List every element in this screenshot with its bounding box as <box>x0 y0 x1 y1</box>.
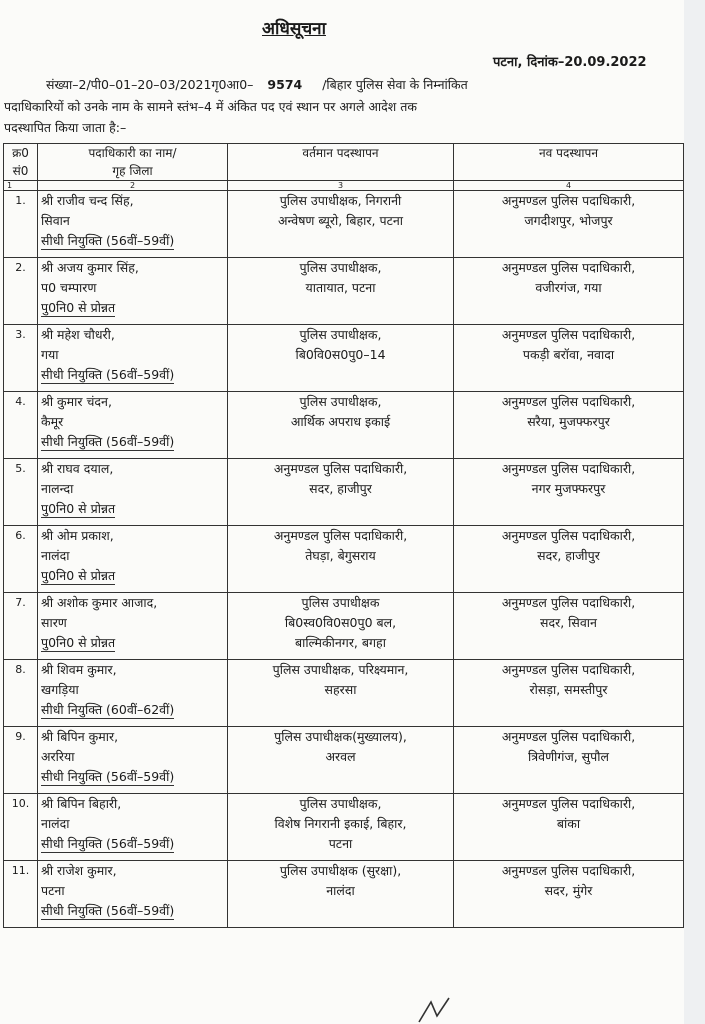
document-title: अधिसूचना <box>262 19 326 39</box>
home-district: नालंदा <box>41 548 70 563</box>
home-district: प0 चम्पारण <box>41 280 97 295</box>
home-district: सारण <box>41 615 67 630</box>
officer-cell <box>38 392 228 459</box>
new-posting-cell <box>454 526 684 593</box>
new-posting-line: अनुमण्डल पुलिस पदाधिकारी, <box>501 260 636 275</box>
current-posting-line: पुलिस उपाधीक्षक, <box>299 260 382 275</box>
new-posting-line: सदर, हाजीपुर <box>537 548 600 563</box>
table-header-row <box>4 144 684 181</box>
new-posting-cell <box>454 459 684 526</box>
reference-line <box>46 76 468 93</box>
serial-cell: 4. <box>4 392 38 459</box>
page-edge <box>684 0 705 1024</box>
officer-cell <box>38 258 228 325</box>
table-row <box>4 660 684 727</box>
new-posting-cell <box>454 593 684 660</box>
header-serial <box>4 144 38 181</box>
officer-name: श्री अशोक कुमार आजाद, <box>41 595 158 610</box>
current-posting-line: पुलिस उपाधीक्षक, <box>299 327 382 342</box>
officer-name: श्री कुमार चंदन, <box>41 394 112 409</box>
table-row <box>4 258 684 325</box>
signature-mark <box>415 996 455 1024</box>
officer-cell <box>38 660 228 727</box>
new-posting-cell <box>454 660 684 727</box>
reference-number: 9574 <box>267 77 303 92</box>
appointment-mode: सीधी नियुक्ति (56वीं–59वीं) <box>41 434 175 449</box>
column-number: 4 <box>454 181 684 191</box>
officer-name: श्री शिवम कुमार, <box>41 662 117 677</box>
column-number-row <box>4 181 684 191</box>
current-posting-cell <box>228 258 454 325</box>
current-posting-line: सहरसा <box>324 682 357 697</box>
home-district: सिवान <box>41 213 70 228</box>
table-row <box>4 861 684 928</box>
current-posting-line: बि0स्व0वि0स0पु0 बल, <box>284 615 397 630</box>
column-number: 3 <box>228 181 454 191</box>
current-posting-cell <box>228 861 454 928</box>
current-posting-cell <box>228 325 454 392</box>
current-posting-line: आर्थिक अपराध इकाई <box>290 414 391 429</box>
current-posting-line: तेघड़ा, बेगुसराय <box>305 548 376 563</box>
appointment-mode: सीधी नियुक्ति (56वीं–59वीं) <box>41 836 175 851</box>
serial-cell: 2. <box>4 258 38 325</box>
new-posting-line: नगर मुजफ्फरपुर <box>531 481 606 496</box>
new-posting-line: सदर, मुंगेर <box>544 883 593 898</box>
current-posting-line: सदर, हाजीपुर <box>309 481 372 496</box>
table-row <box>4 526 684 593</box>
new-posting-line: अनुमण्डल पुलिस पदाधिकारी, <box>501 796 636 811</box>
reference-suffix: /बिहार पुलिस सेवा के निम्नांकित <box>322 77 468 92</box>
new-posting-cell <box>454 258 684 325</box>
current-posting-line: पुलिस उपाधीक्षक <box>301 595 380 610</box>
new-posting-line: रोसड़ा, समस्तीपुर <box>529 682 608 697</box>
new-posting-line: अनुमण्डल पुलिस पदाधिकारी, <box>501 394 636 409</box>
serial-cell: 3. <box>4 325 38 392</box>
new-posting-line: अनुमण्डल पुलिस पदाधिकारी, <box>501 863 636 878</box>
serial-cell: 7. <box>4 593 38 660</box>
header-serial-line-2: सं0 <box>12 164 29 178</box>
current-posting-cell <box>228 392 454 459</box>
current-posting-line: यातायात, पटना <box>305 280 376 295</box>
body-text-line-2: पदस्थापित किया जाता है:– <box>4 120 127 135</box>
officer-name: श्री राजीव चन्द सिंह, <box>41 193 134 208</box>
current-posting-cell <box>228 191 454 258</box>
header-serial-line-1: क्र0 <box>12 146 29 160</box>
serial-cell: 11. <box>4 861 38 928</box>
appointment-mode: सीधी नियुक्ति (56वीं–59वीं) <box>41 903 175 918</box>
home-district: अररिया <box>41 749 75 764</box>
officer-cell <box>38 593 228 660</box>
new-posting-cell <box>454 191 684 258</box>
current-posting-line: पटना <box>328 836 353 851</box>
new-posting-line: जगदीशपुर, भोजपुर <box>524 213 613 228</box>
officer-name: श्री अजय कुमार सिंह, <box>41 260 139 275</box>
current-posting-cell <box>228 727 454 794</box>
serial-cell: 1. <box>4 191 38 258</box>
officer-cell <box>38 526 228 593</box>
reference-prefix: संख्या–2/पी0–01–20–03/2021गृ0आ0– <box>46 77 254 92</box>
current-posting-line: पुलिस उपाधीक्षक (सुरक्षा), <box>279 863 402 878</box>
home-district: पटना <box>41 883 65 898</box>
column-number: 2 <box>38 181 228 191</box>
current-posting-cell <box>228 593 454 660</box>
new-posting-line: सदर, सिवान <box>540 615 597 630</box>
officer-name: श्री महेश चौधरी, <box>41 327 115 342</box>
current-posting-cell <box>228 526 454 593</box>
serial-cell: 8. <box>4 660 38 727</box>
new-posting-line: त्रिवेणीगंज, सुपौल <box>528 749 609 764</box>
date-line: पटना, दिनांक–20.09.2022 <box>493 55 647 70</box>
officer-cell <box>38 191 228 258</box>
officer-name: श्री ओम प्रकाश, <box>41 528 114 543</box>
header-name-line-2: गृह जिला <box>112 164 153 178</box>
home-district: नालंदा <box>41 816 70 831</box>
officer-name: श्री बिपिन कुमार, <box>41 729 119 744</box>
current-posting-line: पुलिस उपाधीक्षक, <box>299 796 382 811</box>
table-row <box>4 794 684 861</box>
new-posting-line: अनुमण्डल पुलिस पदाधिकारी, <box>501 193 636 208</box>
new-posting-line: अनुमण्डल पुलिस पदाधिकारी, <box>501 729 636 744</box>
body-text-line-1: पदाधिकारियों को उनके नाम के सामने स्तंभ–4 में अंकित पद एवं स्थान पर अगले आदेश तक <box>4 99 418 114</box>
table-row <box>4 325 684 392</box>
current-posting-cell <box>228 459 454 526</box>
current-posting-line: अनुमण्डल पुलिस पदाधिकारी, <box>273 528 408 543</box>
posting-table <box>3 143 684 928</box>
appointment-mode: पु0नि0 से प्रोन्नत <box>41 568 116 583</box>
current-posting-line: पुलिस उपाधीक्षक, निगरानी <box>279 193 402 208</box>
appointment-mode: सीधी नियुक्ति (56वीं–59वीं) <box>41 367 175 382</box>
appointment-mode: पु0नि0 से प्रोन्नत <box>41 300 116 315</box>
header-name-line-1: पदाधिकारी का नाम/ <box>88 146 177 160</box>
new-posting-line: बांका <box>556 816 581 831</box>
serial-cell: 10. <box>4 794 38 861</box>
officer-cell <box>38 459 228 526</box>
new-posting-cell <box>454 392 684 459</box>
current-posting-cell <box>228 660 454 727</box>
new-posting-cell <box>454 861 684 928</box>
table-row <box>4 459 684 526</box>
table-row <box>4 191 684 258</box>
current-posting-line: बाल्मिकीनगर, बगहा <box>295 635 386 650</box>
current-posting-line: अन्वेषण ब्यूरो, बिहार, पटना <box>277 213 404 228</box>
table-row <box>4 727 684 794</box>
column-number: 1 <box>4 181 38 191</box>
appointment-mode: सीधी नियुक्ति (56वीं–59वीं) <box>41 769 175 784</box>
officer-name: श्री बिपिन बिहारी, <box>41 796 122 811</box>
home-district: नालन्दा <box>41 481 74 496</box>
appointment-mode: पु0नि0 से प्रोन्नत <box>41 501 116 516</box>
home-district: गया <box>41 347 59 362</box>
current-posting-line: अरवल <box>325 749 356 764</box>
current-posting-line: बि0वि0स0पु0–14 <box>295 347 386 362</box>
officer-cell <box>38 325 228 392</box>
new-posting-cell <box>454 794 684 861</box>
appointment-mode: सीधी नियुक्ति (56वीं–59वीं) <box>41 233 175 248</box>
officer-name: श्री राजेश कुमार, <box>41 863 117 878</box>
header-current-posting: वर्तमान पदस्थापन <box>228 144 454 181</box>
current-posting-line: विशेष निगरानी इकाई, बिहार, <box>274 816 407 831</box>
current-posting-cell <box>228 794 454 861</box>
header-new-posting: नव पदस्थापन <box>454 144 684 181</box>
new-posting-cell <box>454 325 684 392</box>
officer-name: श्री राघव दयाल, <box>41 461 114 476</box>
new-posting-line: अनुमण्डल पुलिस पदाधिकारी, <box>501 327 636 342</box>
current-posting-line: पुलिस उपाधीक्षक(मुख्यालय), <box>274 729 407 744</box>
serial-cell: 5. <box>4 459 38 526</box>
new-posting-line: अनुमण्डल पुलिस पदाधिकारी, <box>501 461 636 476</box>
new-posting-line: सरैया, मुजफ्फरपुर <box>527 414 610 429</box>
table-row <box>4 392 684 459</box>
new-posting-cell <box>454 727 684 794</box>
current-posting-line: पुलिस उपाधीक्षक, <box>299 394 382 409</box>
serial-cell: 9. <box>4 727 38 794</box>
table-row <box>4 593 684 660</box>
officer-cell <box>38 794 228 861</box>
new-posting-line: अनुमण्डल पुलिस पदाधिकारी, <box>501 528 636 543</box>
current-posting-line: नालंदा <box>326 883 355 898</box>
new-posting-line: अनुमण्डल पुलिस पदाधिकारी, <box>501 595 636 610</box>
home-district: खगड़िया <box>41 682 79 697</box>
officer-cell <box>38 727 228 794</box>
current-posting-line: अनुमण्डल पुलिस पदाधिकारी, <box>273 461 408 476</box>
serial-cell: 6. <box>4 526 38 593</box>
new-posting-line: अनुमण्डल पुलिस पदाधिकारी, <box>501 662 636 677</box>
home-district: कैमूर <box>41 414 64 429</box>
officer-cell <box>38 861 228 928</box>
appointment-mode: पु0नि0 से प्रोन्नत <box>41 635 116 650</box>
new-posting-line: पकड़ी बरॉवा, नवादा <box>522 347 615 362</box>
current-posting-line: पुलिस उपाधीक्षक, परिक्ष्यमान, <box>272 662 409 677</box>
new-posting-line: वजीरगंज, गया <box>535 280 602 295</box>
header-name <box>38 144 228 181</box>
table-body <box>4 191 684 928</box>
appointment-mode: सीधी नियुक्ति (60वीं–62वीं) <box>41 702 175 717</box>
